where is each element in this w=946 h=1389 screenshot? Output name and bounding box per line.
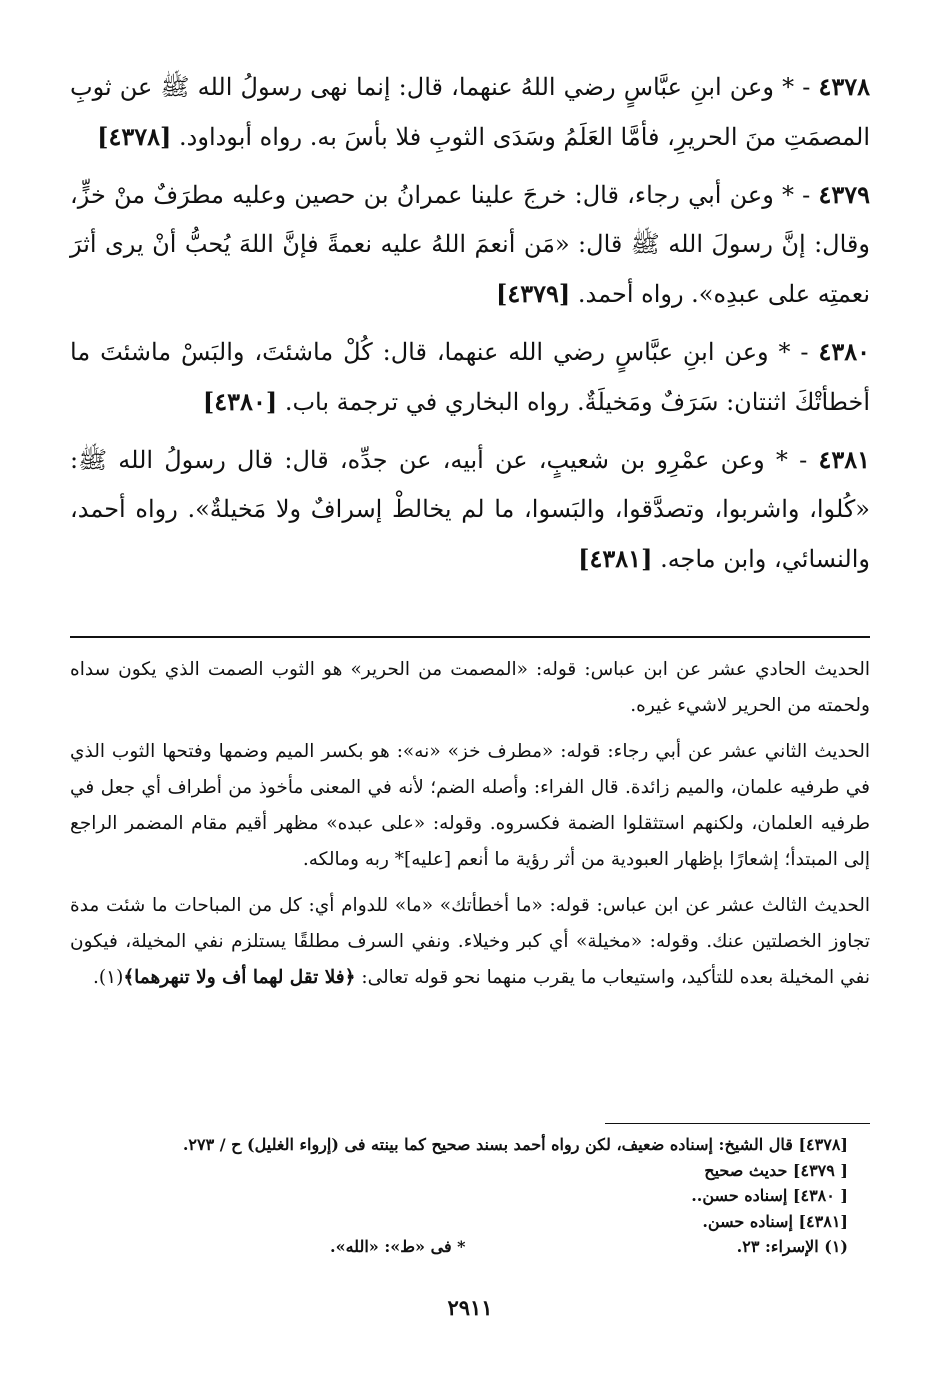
hadith-4380 xyxy=(70,327,870,427)
footnote-item: [ ٤٣٧٩] حديث صحيح xyxy=(704,1160,848,1180)
footnote-item: [٤٣٧٨] قال الشيخ: إسناده ضعيف، لكن رواه أحمد بسند صحيح كما بينته فى (إرواء الغليل) ح / ٢٧٣. xyxy=(182,1135,848,1154)
footnote-last-row xyxy=(70,1234,848,1260)
quran-verse: ﴿فلا تقل لهما أف ولا تنهرهما﴾ xyxy=(123,967,356,988)
footnote-divider xyxy=(605,1123,870,1124)
hadith-number: ٤٣٧٩ xyxy=(818,180,870,209)
hadith-reference: [٤٣٧٩] xyxy=(495,279,571,308)
commentary-paragraph xyxy=(70,888,870,996)
hadith-text: - * وعن أبي رجاء، قال: خرجَ علينا عمرانُ بن حصين وعليه مطرَفٌ منْ خزٍّ، وقال: إنَّ رسولَ الله ﷺ قال: «مَن أنعمَ اللهُ عليه نعمةً فإنَّ اللهَ يُحبُّ أنْ يرى أثرَ نعمتِه على عبدِه». رواه أحمد. xyxy=(70,181,870,308)
hadith-4378 xyxy=(70,62,870,162)
section-divider xyxy=(70,636,870,638)
commentary-paragraph: الحديث الحادي عشر عن ابن عباس: قوله: «المصمت من الحرير» هو الثوب الصمت الذي يكون سداه ولحمته من الحرير لاشيء غيره. xyxy=(70,659,870,716)
hadith-text: - * وعن ابنِ عبَّاسٍ رضي اللهُ عنهما، قال: إنما نهى رسولُ الله ﷺ عن ثوبِ المصمَتِ منَ الحريرِ، فأمَّا العَلَمُ وسَدَى الثوبِ فلا بأسَ به. رواه أبوداود. xyxy=(70,73,870,151)
hadith-number: ٤٣٧٨ xyxy=(818,72,870,101)
hadith-number: ٤٣٨٠ xyxy=(818,337,870,366)
hadith-reference: [٤٣٨١] xyxy=(578,544,653,573)
hadith-section xyxy=(70,62,870,592)
hadith-reference: [٤٣٨٠] xyxy=(202,387,278,416)
page-number: ٢٩١١ xyxy=(447,1295,493,1320)
footnote-star: * فى «ط»: «الله». xyxy=(330,1237,466,1256)
commentary-paragraph: الحديث الثاني عشر عن أبي رجاء: قوله: «مطرف خز» «نه»: هو بكسر الميم وضمها وفتحها الثوب الذي في طرفيه علمان، والميم زائدة. قال الفراء: وأصله الضم؛ لأنه في المعنى مأخوذ من أطراف أي جعل في طرفيه العلمان، ولكنهم استثقلوا الضمة فكسروه. وقوله: «على عبده» مظهر أقيم مقام المضمر الراجع إلى المبتدأ؛ إشعارًا بإظهار العبودية من أثر رؤية ما أنعم [عليه]* ربه ومالكه. xyxy=(70,741,870,870)
hadith-number: ٤٣٨١ xyxy=(818,445,870,474)
footnote-item: [ ٤٣٨٠] إسناده حسن.. xyxy=(691,1186,848,1205)
footnotes xyxy=(70,1132,848,1260)
commentary-text: الحديث الثالث عشر عن ابن عباس: قوله: «ما أخطأتك» «ما» للدوام أي: كل من المباحات ما شئت مدة تجاوز الخصلتين عنك. وقوله: «مخيلة» أي كبر وخيلاء. ونفي السرف مطلقًا يستلزم نفي المخيلة، فيكون نفي المخيلة بعده للتأكيد، واستيعاب ما يقرب منهما نحو قوله تعالى: xyxy=(70,895,870,988)
footnote-marker: (١). xyxy=(93,967,124,988)
footnote-item: [٤٣٨١] إسناده حسن. xyxy=(702,1211,848,1231)
commentary-section xyxy=(70,652,870,1006)
hadith-reference: [٤٣٧٨] xyxy=(97,122,172,151)
hadith-text: - * وعن ابنِ عبَّاسٍ رضي الله عنهما، قال: كُلْ ماشئتَ، والبَسْ ماشئتَ ما أخطأتْكَ اثنتان: سَرَفٌ ومَخيلَةٌ. رواه البخاري في ترجمة باب. xyxy=(70,338,870,416)
hadith-4379 xyxy=(70,170,870,319)
document-page xyxy=(70,0,870,1389)
hadith-4381 xyxy=(70,435,870,584)
hadith-text: - * وعن عمْرِو بن شعيبٍ، عن أبيه، عن جدِّه، قال: قال رسولُ الله ﷺ: «كُلوا، واشربوا، وتصدَّقوا، والبَسوا، ما لم يخالطْ إسرافٌ ولا مَخيلةٌ». رواه أحمد، والنسائي، وابن ماجه. xyxy=(70,446,870,573)
footnote-verse-ref: (١) الإسراء: ٢٣. xyxy=(736,1237,848,1256)
